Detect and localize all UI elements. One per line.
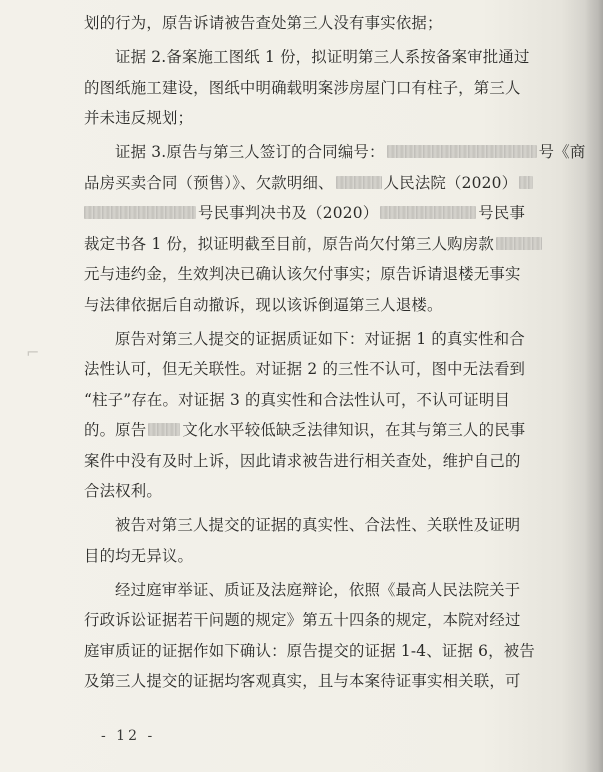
text-line [84, 168, 564, 199]
text-segment: 品房买卖合同（预售）》、欠款明细、 [84, 173, 334, 192]
text-segment: 证据 3.原告与第三人签订的合同编号： [115, 143, 385, 161]
text-line [84, 541, 564, 572]
text-segment: 被告对第三人提交的证据的真实性、合法性、关联性及证明 [115, 516, 521, 534]
text-line [84, 446, 564, 477]
page-edge-shadow [585, 0, 603, 772]
text-line [84, 575, 564, 606]
text-line [84, 354, 564, 385]
text-line [84, 324, 564, 355]
text-line [84, 229, 564, 260]
text-segment: 号民事判决书及（2020） [198, 204, 379, 222]
redaction-block [84, 206, 196, 219]
text-line [84, 73, 564, 104]
text-segment: 裁定书各 1 份，拟证明截至目前，原告尚欠付第三人购房款 [84, 234, 494, 253]
text-segment: 及第三人提交的证据均客观真实，且与本案待证事实相关联，可 [84, 672, 521, 690]
text-line [84, 8, 564, 39]
text-segment: 号《商 [538, 143, 586, 161]
redaction-block [387, 145, 537, 158]
text-line [84, 42, 564, 73]
text-segment: 原告对第三人提交的证据质证如下：对证据 1 的真实性和合 [115, 329, 525, 348]
text-segment: 的图纸施工建设，图纸中明确载明案涉房屋门口有柱子，第三人 [84, 78, 521, 97]
text-segment: 经过庭审举证、质证及法庭辩论，依照《最高人民法院关于 [115, 580, 521, 599]
text-segment: 划的行为，原告诉请被告查处第三人没有事实依据； [84, 14, 443, 32]
redaction-block [336, 176, 382, 189]
text-segment: 文化水平较低缺乏法律知识，在其与第三人的民事 [182, 421, 526, 439]
text-segment: 庭审质证的证据作如下确认：原告提交的证据 1-4、证据 6，被告 [84, 641, 535, 660]
body-text [84, 8, 586, 697]
text-line [84, 198, 564, 229]
page-number: - 12 - [101, 728, 156, 744]
text-segment: 目的均无异议。 [84, 546, 194, 565]
text-line [84, 636, 564, 667]
text-line [84, 476, 564, 507]
text-line [84, 385, 564, 416]
text-segment: 与法律依据后自动撤诉，现以该诉倒逼第三人退楼。 [84, 295, 443, 314]
text-line [84, 415, 564, 446]
text-line [84, 510, 564, 541]
text-segment: 元与违约金，生效判决已确认该欠付事实；原告诉请退楼无事实 [84, 265, 521, 283]
text-segment: 案件中没有及时上诉，因此请求被告进行相关查处，维护自己的 [84, 451, 521, 470]
redaction-block [519, 176, 533, 189]
text-segment: 法性认可，但无关联性。对证据 2 的三性不认可，图中无法看到 [84, 360, 526, 378]
text-segment: 并未违反规划； [84, 109, 194, 127]
text-line [84, 605, 564, 636]
text-line [84, 103, 564, 134]
bleed-through-mark: ⌐ [26, 343, 40, 362]
text-line [84, 290, 564, 321]
text-segment: 行政诉讼证据若干问题的规定》第五十四条的规定，本院对经过 [84, 611, 521, 629]
redaction-block [380, 206, 476, 219]
text-segment: 人民法院（2020） [383, 173, 518, 192]
text-line [84, 666, 564, 697]
text-line [84, 137, 586, 168]
text-segment: 的。原告 [84, 421, 147, 439]
text-segment: 证据 2.备案施工图纸 1 份，拟证明第三人系按备案审批通过 [115, 48, 530, 66]
text-segment: “柱子”存在。对证据 3 的真实性和合法性认可，不认可证明目 [84, 390, 511, 409]
text-segment: 号民事 [478, 204, 526, 222]
redaction-block [496, 237, 542, 250]
text-line [84, 259, 564, 290]
text-segment: 合法权利。 [84, 482, 162, 500]
redaction-block [148, 423, 180, 436]
